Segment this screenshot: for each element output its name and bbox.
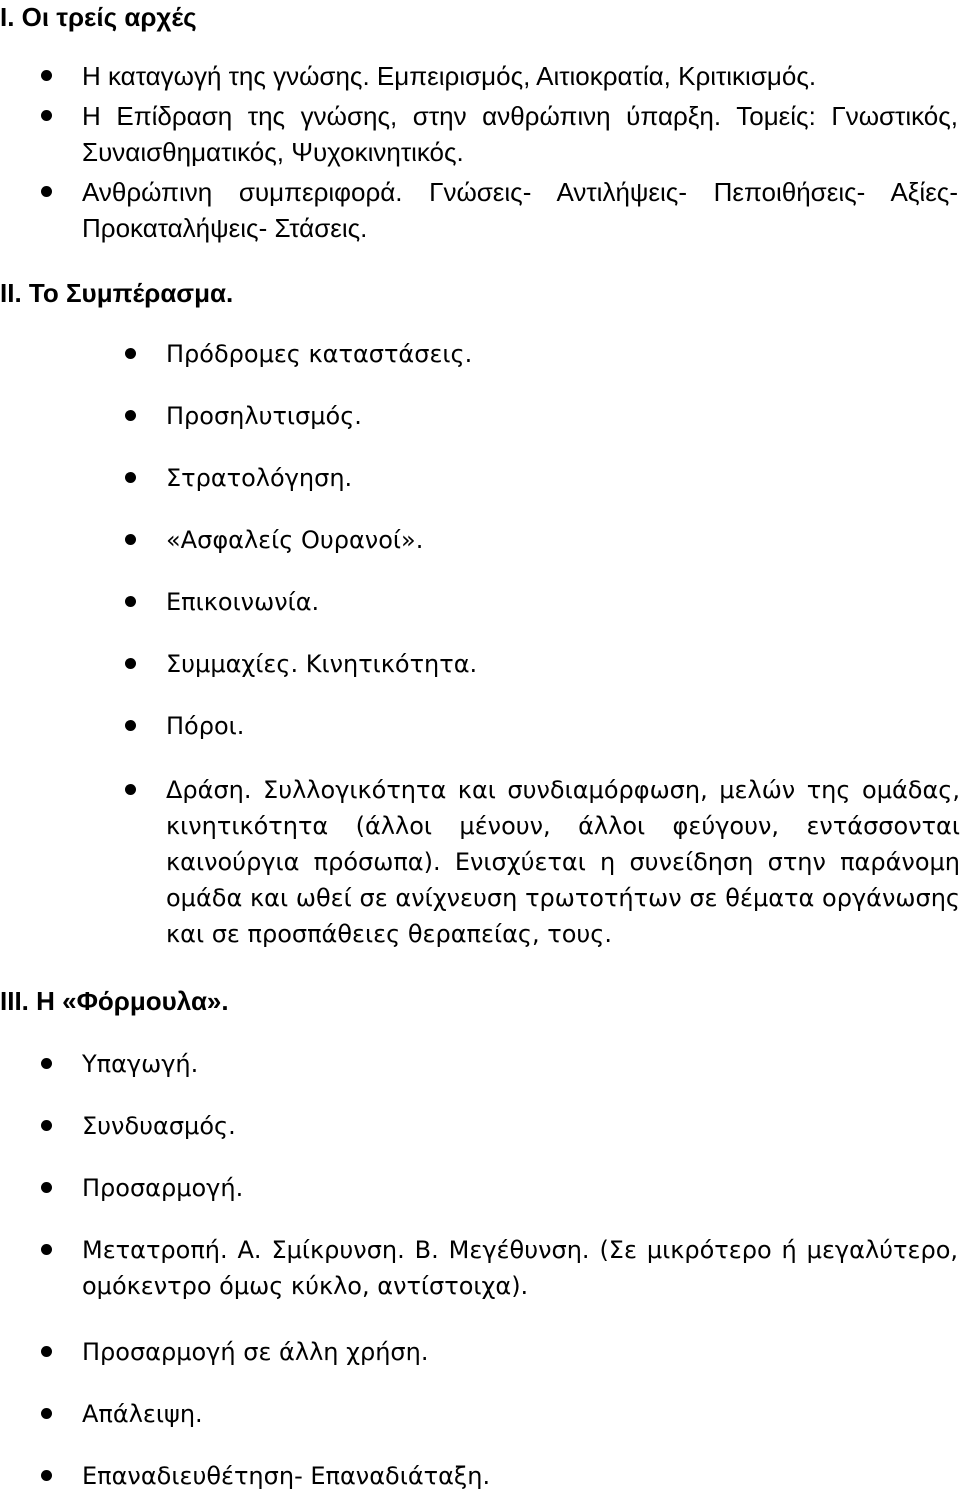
list-item: Συμμαχίες. Κινητικότητα. <box>166 646 960 682</box>
list-item: Προσηλυτισμός. <box>166 398 960 434</box>
list-item: Υπαγωγή. <box>82 1046 958 1082</box>
list-item: Προσαρμογή. <box>82 1170 958 1206</box>
list-item: Προσαρμογή σε άλλη χρήση. <box>82 1334 958 1370</box>
list-item: «Ασφαλείς Ουρανοί». <box>166 522 960 558</box>
list-item: Πόροι. <box>166 708 960 744</box>
list-item: Συνδυασμός. <box>82 1108 958 1144</box>
section-heading: III. Η «Φόρμουλα». <box>0 986 229 1016</box>
section-heading: II. Το Συμπέρασμα. <box>0 278 234 308</box>
list-item: Ανθρώπινη συμπεριφορά. Γνώσεις- Αντιλήψεις- Πεποιθήσεις- Αξίες- Προκαταλήψεις- Στάσεις. <box>82 174 958 246</box>
list-item: Η καταγωγή της γνώσης. Εμπειρισμός, Αιτιοκρατία, Κριτικισμός. <box>82 58 958 94</box>
list-item: Μετατροπή. Α. Σμίκρυνση. Β. Μεγέθυνση. (Σε μικρότερο ή μεγαλύτερο, ομόκεντρο όμως κύκλο, αντίστοιχα). <box>82 1232 958 1304</box>
list-item: Απάλειψη. <box>82 1396 958 1432</box>
list-item: Επαναδιευθέτηση- Επαναδιάταξη. <box>82 1458 958 1494</box>
list-item: Επικοινωνία. <box>166 584 960 620</box>
list-item: Δράση. Συλλογικότητα και συνδιαμόρφωση, μελών της ομάδας, κινητικότητα (άλλοι μένουν, άλλοι φεύγουν, εντάσσονται καινούργια πρόσωπα). Ενισχύεται η συνείδηση στην παράνομη ομάδα και ωθεί σε ανίχνευση τρωτοτήτων σε θέματα οργάνωσης και σε προσπάθειες θεραπείας, τους. <box>166 772 960 952</box>
list-item: Στρατολόγηση. <box>166 460 960 496</box>
section-heading: I. Οι τρείς αρχές <box>0 2 197 32</box>
list-item: Η Επίδραση της γνώσης, στην ανθρώπινη ύπαρξη. Τομείς: Γνωστικός, Συναισθηματικός, Ψυχοκινητικός. <box>82 98 958 170</box>
list-item: Πρόδρομες καταστάσεις. <box>166 336 960 372</box>
